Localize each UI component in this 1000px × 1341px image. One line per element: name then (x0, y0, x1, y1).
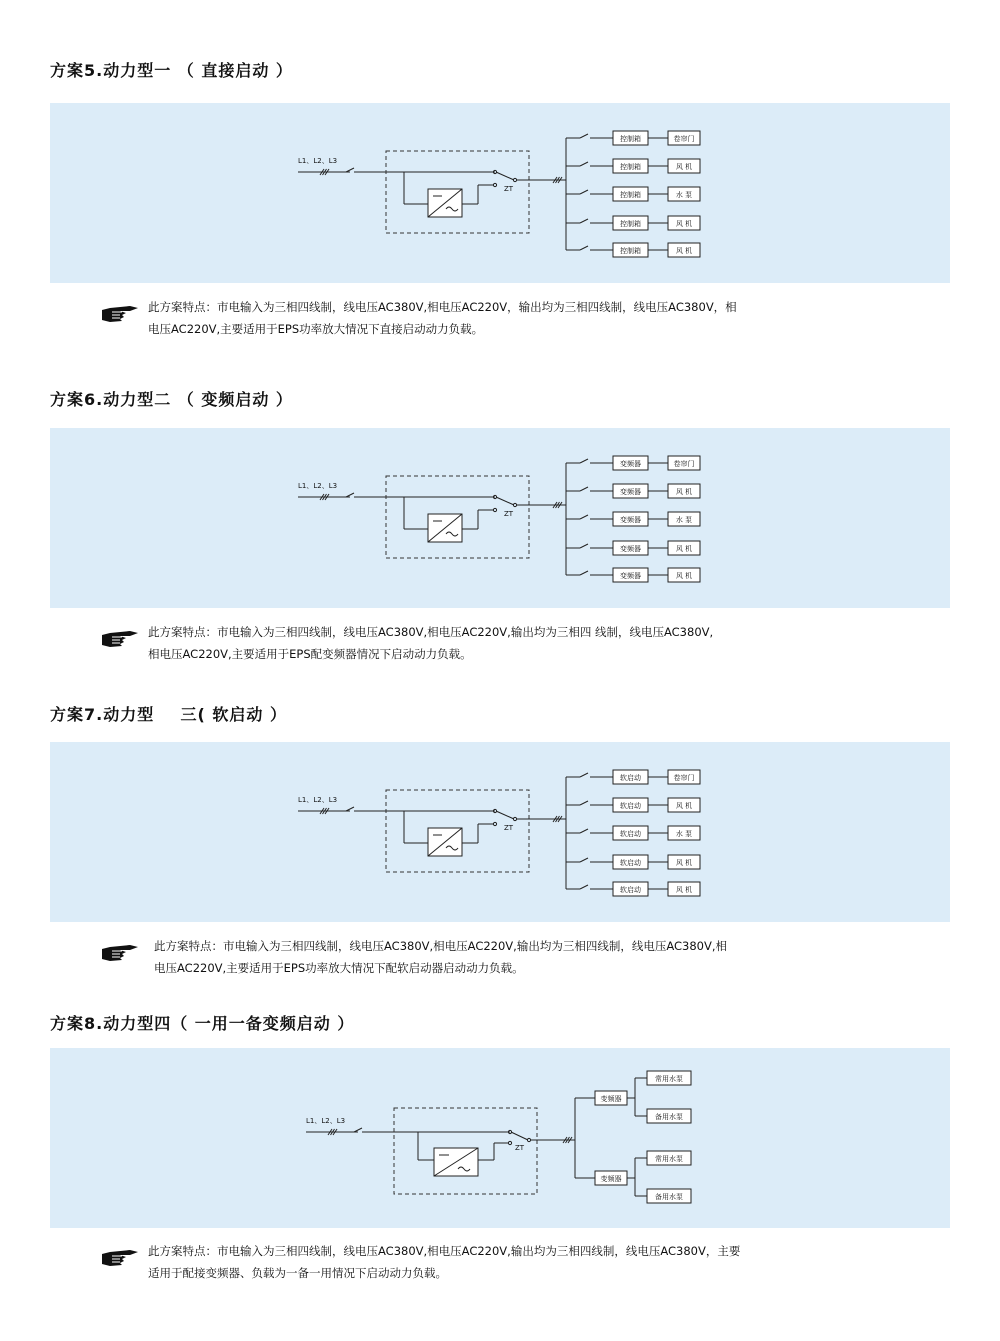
section-title-7: 方案7.动力型 三( 软启动 ） (50, 705, 287, 724)
device-3-label: 软启动 (620, 859, 641, 867)
input-switch-icon (346, 168, 354, 172)
diagram-panel-7 (50, 742, 950, 922)
load-3-label: 风 机 (675, 859, 693, 867)
load-1-label: 备用水泵 (655, 1113, 683, 1121)
breaker-icon (580, 162, 588, 166)
wiring-diagram-7 (50, 742, 950, 922)
input-switch-icon (346, 493, 354, 497)
breaker-icon (580, 801, 588, 805)
device-0-label: 软启动 (620, 774, 641, 782)
load-4-label: 风 机 (675, 886, 693, 894)
transfer-switch-icon (496, 172, 514, 180)
breaker-icon (580, 219, 588, 223)
load-0-label: 卷帘门 (673, 774, 695, 782)
diagram-panel-5 (50, 103, 950, 283)
input-label: L1、L2、L3 (306, 1117, 346, 1125)
pointing-hand-icon (100, 1246, 140, 1270)
load-1-label: 风 机 (675, 488, 693, 496)
breaker-icon (580, 190, 588, 194)
breaker-icon (580, 515, 588, 519)
contact-icon (513, 503, 516, 506)
input-switch-icon (354, 1128, 362, 1132)
section-title-6: 方案6.动力型二 （ 变频启动 ） (50, 390, 293, 409)
pointing-hand-icon (100, 941, 140, 965)
note-line: 此方案特点：市电输入为三相四线制，线电压AC380V,相电压AC220V,输出均为三相四线制，线电压AC380V,相 (154, 939, 727, 953)
transfer-switch-icon (496, 497, 514, 505)
wiring-diagram-8 (50, 1048, 950, 1228)
diagram-panel-6 (50, 428, 950, 608)
transfer-switch-icon (511, 1132, 528, 1140)
load-2-label: 水 泵 (675, 830, 693, 838)
device-2-label: 控制箱 (620, 191, 641, 199)
load-3-label: 风 机 (675, 220, 693, 228)
breaker-icon (580, 773, 588, 777)
input-label: L1、L2、L3 (298, 157, 338, 165)
input-label: L1、L2、L3 (298, 796, 338, 804)
switch-label: ZT (504, 185, 514, 193)
device-2-label: 软启动 (620, 830, 641, 838)
load-4-label: 风 机 (675, 572, 693, 580)
switch-label: ZT (515, 1144, 525, 1152)
contact-icon (508, 1141, 511, 1144)
note-line: 此方案特点：市电输入为三相四线制，线电压AC380V,相电压AC220V,输出均为三相四线制，线电压AC380V，主要 (148, 1244, 741, 1258)
load-3-label: 备用水泵 (655, 1193, 683, 1201)
device-1-label: 控制箱 (620, 163, 641, 171)
load-2-label: 水 泵 (675, 191, 693, 199)
switch-label: ZT (504, 510, 514, 518)
device-3-label: 控制箱 (620, 220, 641, 228)
wiring-diagram-5 (50, 103, 950, 283)
device-4-label: 软启动 (620, 886, 641, 894)
load-1-label: 风 机 (675, 802, 693, 810)
note-line: 此方案特点：市电输入为三相四线制，线电压AC380V,相电压AC220V,输出均为三相四 线制，线电压AC380V, (148, 625, 714, 639)
breaker-icon (580, 459, 588, 463)
device-1-label: 变频器 (600, 1175, 622, 1183)
load-1-label: 风 机 (675, 163, 693, 171)
load-0-label: 卷帘门 (673, 460, 695, 468)
transfer-switch-icon (496, 811, 514, 819)
device-0-label: 变频器 (600, 1095, 622, 1103)
contact-icon (513, 817, 516, 820)
contact-icon (493, 508, 496, 511)
device-4-label: 变频器 (620, 572, 641, 580)
load-4-label: 风 机 (675, 247, 693, 255)
breaker-icon (580, 544, 588, 548)
breaker-icon (580, 885, 588, 889)
contact-icon (493, 183, 496, 186)
breaker-icon (580, 134, 588, 138)
device-2-label: 变频器 (620, 516, 641, 524)
breaker-icon (580, 246, 588, 250)
device-3-label: 变频器 (620, 545, 641, 553)
contact-icon (513, 178, 516, 181)
note-line: 相电压AC220V,主要适用于EPS配变频器情况下启动动力负载。 (148, 647, 472, 661)
breaker-icon (580, 571, 588, 575)
contact-icon (493, 822, 496, 825)
load-2-label: 水 泵 (675, 516, 693, 524)
pointing-hand-icon (100, 302, 140, 326)
load-0-label: 常用水泵 (655, 1075, 683, 1083)
device-0-label: 变频器 (620, 460, 641, 468)
note-line: 电压AC220V,主要适用于EPS功率放大情况下配软启动器启动动力负载。 (154, 961, 524, 975)
contact-icon (527, 1138, 530, 1141)
note-line: 电压AC220V,主要适用于EPS功率放大情况下直接启动动力负载。 (148, 322, 484, 336)
section-title-8: 方案8.动力型四（ 一用一备变频启动 ） (50, 1014, 355, 1033)
section-title-5: 方案5.动力型一 （ 直接启动 ） (50, 61, 293, 80)
breaker-icon (580, 829, 588, 833)
device-1-label: 变频器 (620, 488, 641, 496)
wiring-diagram-6 (50, 428, 950, 608)
input-switch-icon (346, 807, 354, 811)
device-0-label: 控制箱 (620, 135, 641, 143)
device-4-label: 控制箱 (620, 247, 641, 255)
breaker-icon (580, 487, 588, 491)
note-line: 适用于配接变频器、负载为一备一用情况下启动动力负载。 (148, 1266, 447, 1280)
device-1-label: 软启动 (620, 802, 641, 810)
load-2-label: 常用水泵 (655, 1155, 683, 1163)
breaker-icon (580, 858, 588, 862)
switch-label: ZT (504, 824, 514, 832)
diagram-panel-8 (50, 1048, 950, 1228)
note-line: 此方案特点：市电输入为三相四线制，线电压AC380V,相电压AC220V，输出均为三相四线制，线电压AC380V，相 (148, 300, 737, 314)
load-3-label: 风 机 (675, 545, 693, 553)
input-label: L1、L2、L3 (298, 482, 338, 490)
pointing-hand-icon (100, 627, 140, 651)
load-0-label: 卷帘门 (673, 135, 695, 143)
